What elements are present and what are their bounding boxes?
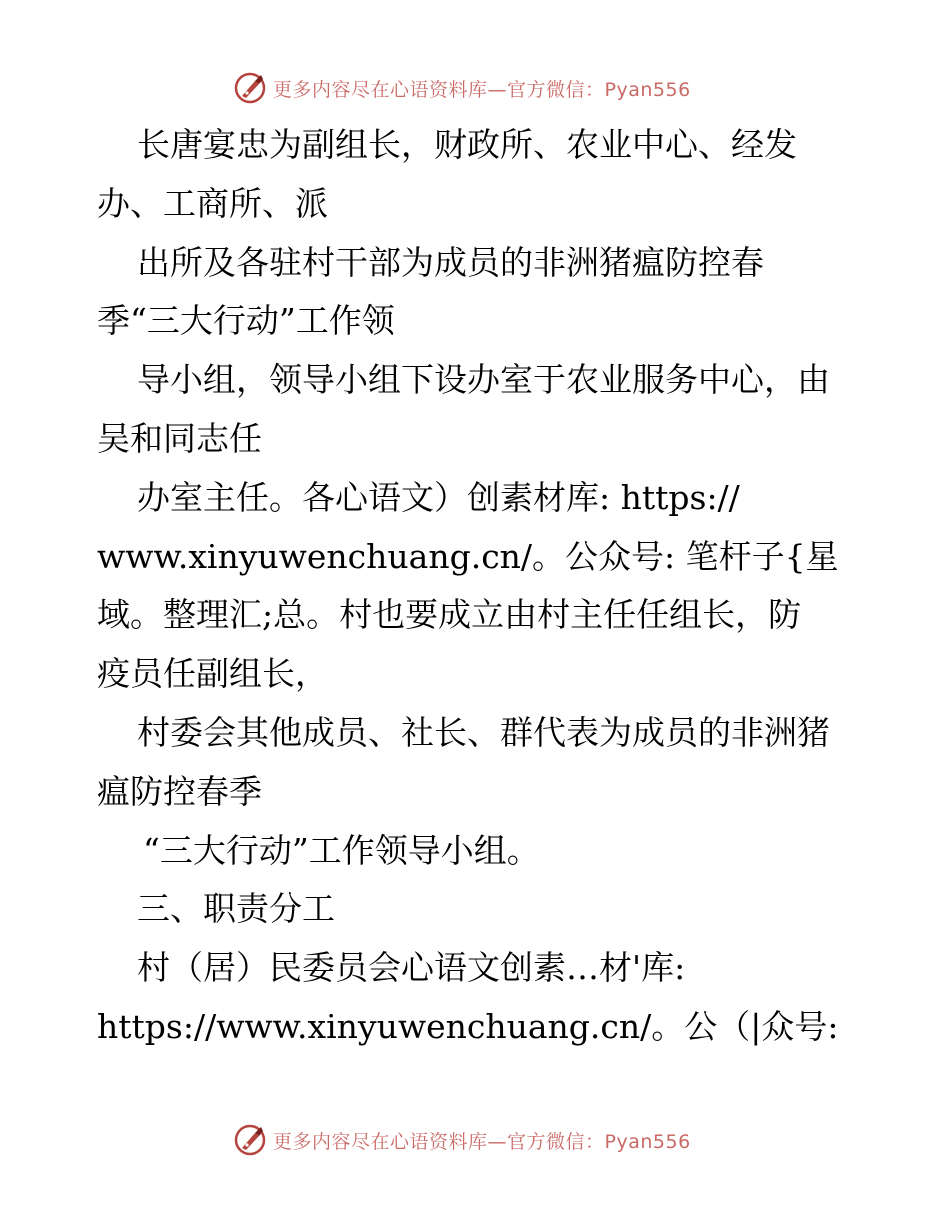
header-watermark-banner xyxy=(0,70,950,106)
document-body xyxy=(97,116,867,1057)
text-line: 导小组，领导小组下设办室于农业服务中心，由 xyxy=(137,360,830,400)
footer-watermark-banner xyxy=(0,1122,950,1158)
text-line: 出所及各驻村干部为成员的非洲猪瘟防控春 xyxy=(137,242,764,282)
text-line: 村（居）民委员会心语文创素…材'库: xyxy=(137,948,686,988)
pen-nib-circle-icon xyxy=(233,71,267,105)
watermark-text: 更多内容尽在心语资料库—官方微信：Pyan556 xyxy=(273,78,691,101)
text-line: 域。整理汇;总。村也要成立由村主任任组长，防 xyxy=(97,595,802,635)
text-line: 村委会其他成员、社长、群代表为成员的非洲猪 xyxy=(137,712,830,752)
watermark-text: 更多内容尽在心语资料库—官方微信：Pyan556 xyxy=(273,1130,691,1153)
text-line: 瘟防控春季 xyxy=(97,771,262,811)
text-line: 长唐宴忠为副组长，财政所、农业中心、经发 xyxy=(137,125,797,164)
text-line: “三大行动”工作领导小组。 xyxy=(143,830,540,870)
text-line: 季“三大行动”工作领 xyxy=(97,301,395,341)
text-line: 疫员任副组长， xyxy=(97,654,328,694)
section-heading: 三、职责分工 xyxy=(137,889,335,929)
text-line: 办、工商所、派 xyxy=(97,183,328,223)
pen-nib-circle-icon xyxy=(233,1123,267,1157)
text-line: https://www.xinyuwenchuang.cn/。公（|众号: xyxy=(97,1006,839,1046)
text-line: 吴和同志任 xyxy=(97,418,262,458)
text-line: 办室主任。各心语文）创素材库: https:// xyxy=(137,477,740,517)
text-line: www.xinyuwenchuang.cn/。公众号: 笔杆子{星 xyxy=(97,536,839,576)
